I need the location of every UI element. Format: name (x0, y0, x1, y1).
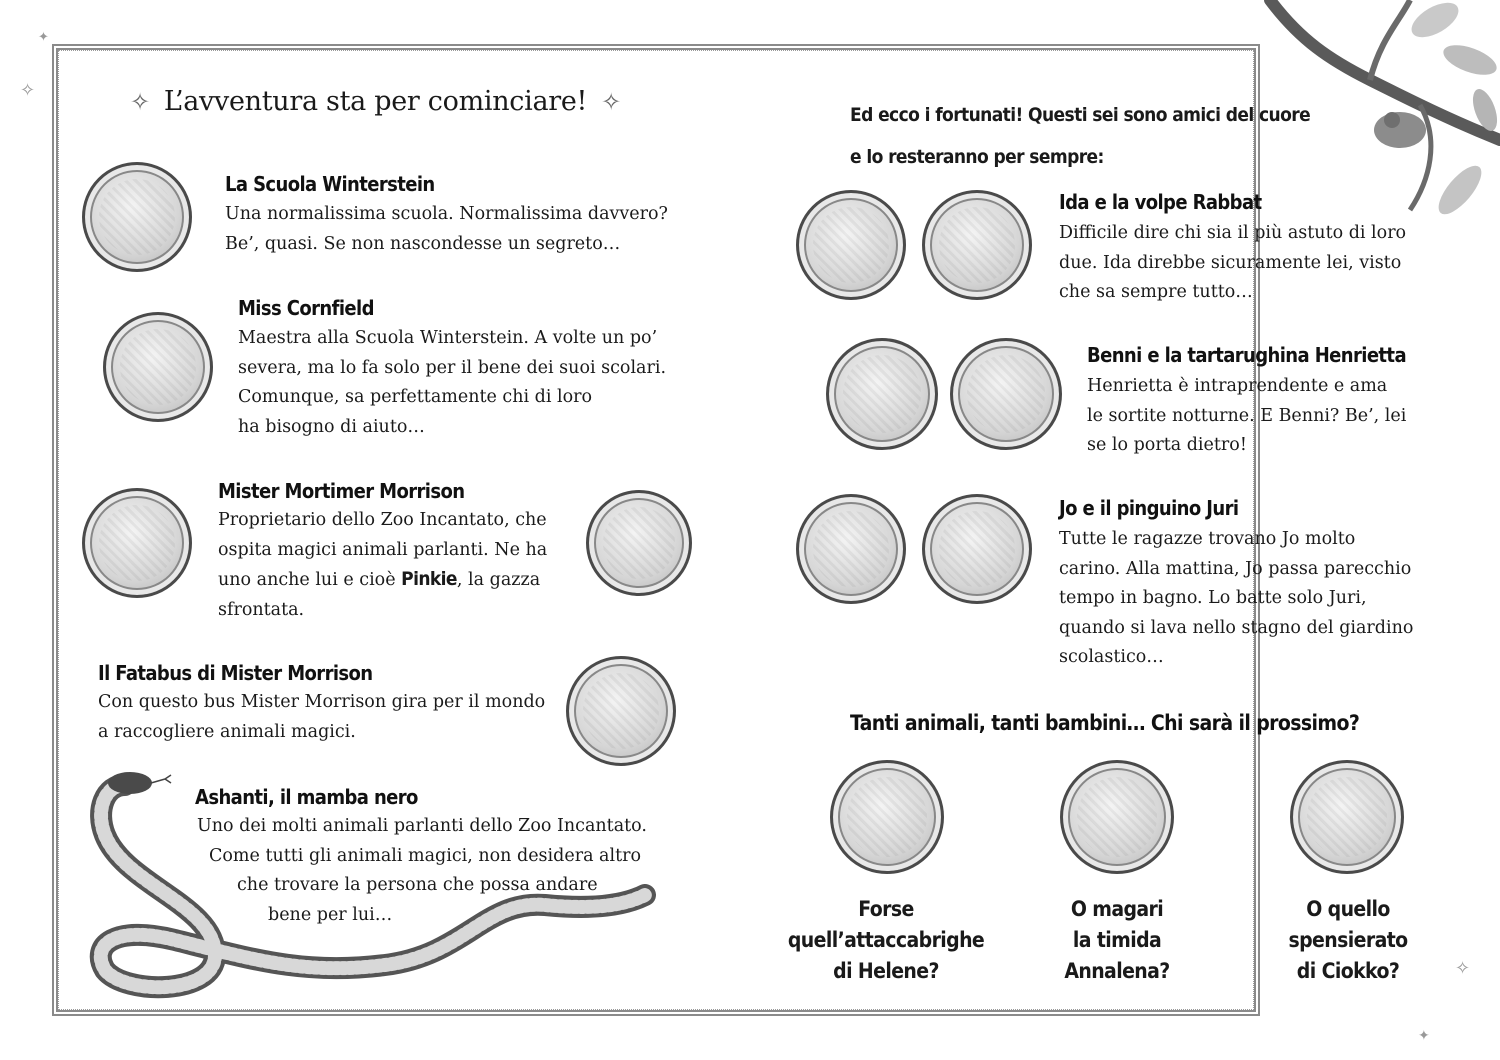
intro-line: Ed ecco i fortunati! Questi sei sono amici del cuore (850, 104, 1311, 126)
school-illustration (82, 162, 192, 272)
caption-line: O quello (1306, 897, 1390, 921)
ciokko-portrait (1290, 760, 1404, 874)
entry-text (197, 812, 647, 930)
entry-line: ha bisogno di aiuto… (238, 416, 425, 437)
entry-line: Be’, quasi. Se non nascondesse un segreto… (225, 233, 621, 254)
entry-text (225, 200, 668, 259)
intro-line: e lo resteranno per sempre: (850, 146, 1104, 168)
right-intro (850, 94, 1310, 178)
entry-line: a raccogliere animali magici. (98, 721, 356, 742)
helene-portrait (830, 760, 944, 874)
pair-line: Difficile dire chi sia il più astuto di loro (1059, 223, 1407, 243)
caption-line: la timida (1072, 928, 1162, 952)
pinkie-magpie-illustration (586, 490, 692, 596)
pair-line: Tutte le ragazze trovano Jo molto (1059, 529, 1356, 549)
pair-text (1059, 525, 1413, 673)
pair-line: carino. Alla mattina, Jo passa parecchio (1059, 558, 1412, 579)
caption-line: di Ciokko? (1296, 959, 1400, 983)
entry-line: Come tutti gli animali magici, non desidera altro (209, 845, 642, 866)
pair-title: Jo e il pinguino Juri (1059, 496, 1239, 520)
entry-line: ospita magici animali parlanti. Ne ha (218, 539, 548, 560)
entry-line-part: uno anche lui e cioè (218, 570, 402, 590)
pinkie-name: Pinkie (401, 568, 457, 590)
sparkle-icon: ✧ (20, 80, 36, 101)
pair-line: Henrietta è intraprendente e ama (1087, 376, 1388, 396)
pair-line: se lo porta dietro! (1087, 435, 1247, 455)
entry-line-part: , la gazza (456, 570, 541, 590)
pair-line: tempo in bagno. Lo batte solo Juri, (1059, 588, 1367, 608)
entry-line: Maestra alla Scuola Winterstein. A volte un po’ (238, 328, 658, 348)
candidate-caption (1017, 894, 1217, 987)
caption-line: Forse (858, 897, 914, 921)
caption-line: spensierato (1288, 928, 1408, 952)
pair-line: due. Ida direbbe sicuramente lei, visto (1059, 252, 1402, 273)
entry-line: che trovare la persona che possa andare (237, 875, 598, 895)
ornament-icon: ✧ (130, 87, 150, 116)
pair-line: le sortite notturne. E Benni? Be’, lei (1087, 405, 1407, 426)
left-heading-text: L’avventura sta per cominciare! (163, 86, 588, 117)
pair-text (1087, 372, 1406, 461)
pair-title: Ida e la volpe Rabbat (1059, 190, 1262, 214)
next-question: Tanti animali, tanti bambini… Chi sarà il prossimo? (850, 711, 1360, 735)
miss-cornfield-portrait (103, 312, 213, 422)
entry-title: Il Fatabus di Mister Morrison (98, 661, 373, 685)
ornament-icon: ✧ (601, 87, 621, 116)
entry-line: sfrontata. (218, 599, 305, 620)
pair-title: Benni e la tartarughina Henrietta (1087, 343, 1406, 367)
pair-line: quando si lava nello stagno del giardino (1059, 617, 1414, 638)
entry-title: Miss Cornfield (238, 296, 374, 320)
left-heading (130, 86, 630, 117)
rabbat-fox-portrait (922, 190, 1032, 300)
pair-line: che sa sempre tutto… (1059, 282, 1253, 302)
ida-portrait (796, 190, 906, 300)
entry-title: La Scuola Winterstein (225, 172, 435, 196)
caption-line: O magari (1070, 897, 1164, 921)
sparkle-icon: ✦ (38, 30, 49, 45)
entry-line: Comunque, sa perfettamente chi di loro (238, 387, 593, 407)
entry-line: Una normalissima scuola. Normalissima davvero? (225, 204, 668, 224)
annalena-portrait (1060, 760, 1174, 874)
candidate-caption (786, 894, 986, 987)
benni-portrait (826, 338, 938, 450)
caption-line: di Helene? (833, 959, 939, 983)
entry-title: Ashanti, il mamba nero (195, 785, 418, 809)
sparkle-icon: ✦ (1418, 1028, 1430, 1044)
entry-line: Uno dei molti animali parlanti dello Zoo Incantato. (197, 816, 647, 836)
entry-title: Mister Mortimer Morrison (218, 479, 465, 503)
entry-line (218, 565, 547, 596)
entry-text (98, 688, 545, 747)
candidate-caption (1248, 894, 1448, 987)
entry-text (238, 324, 666, 442)
entry-text (218, 506, 547, 625)
jo-portrait (796, 494, 906, 604)
caption-line: quell’attaccabrighe (787, 928, 985, 952)
juri-penguin-portrait (922, 494, 1032, 604)
entry-line: bene per lui… (268, 904, 393, 925)
entry-line: Con questo bus Mister Morrison gira per il mondo (98, 692, 546, 712)
caption-line: Annalena? (1064, 959, 1170, 983)
entry-line: severa, ma lo fa solo per il bene dei suoi scolari. (238, 357, 667, 378)
fatabus-illustration (566, 656, 676, 766)
pair-line: scolastico… (1059, 647, 1164, 667)
henrietta-turtle-portrait (950, 338, 1062, 450)
entry-line: Proprietario dello Zoo Incantato, che (218, 510, 547, 530)
mister-morrison-portrait (82, 488, 192, 598)
sparkle-icon: ✧ (1455, 958, 1471, 979)
pair-text (1059, 219, 1406, 308)
